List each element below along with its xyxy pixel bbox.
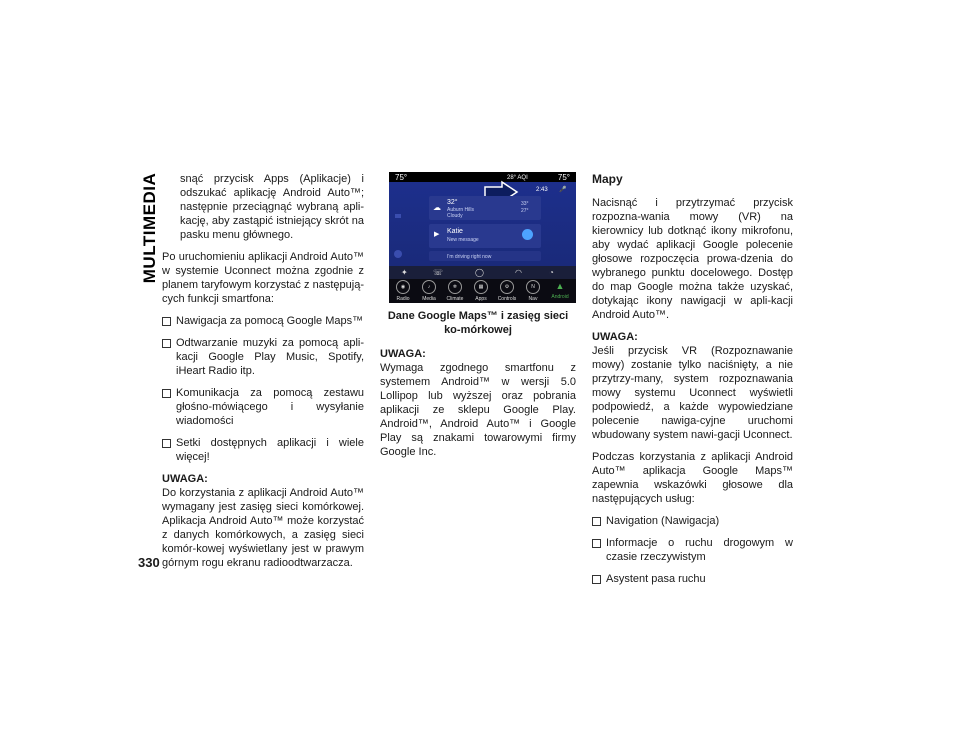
weather-card[interactable] bbox=[429, 196, 541, 220]
apps-icon: ▦ bbox=[474, 280, 488, 294]
list-item: Odtwarzanie muzyki za pomocą apli-kacji Google Play Music, Spotify, iHeart Radio itp. bbox=[162, 336, 364, 378]
home-icon[interactable]: ◯ bbox=[475, 268, 484, 277]
temp-left: 75° bbox=[395, 173, 408, 182]
controls-button[interactable]: ⚙ Controls bbox=[496, 280, 518, 303]
temp-center: 28° AQI bbox=[507, 175, 528, 181]
android-nav-row bbox=[389, 266, 576, 279]
section-side-tab bbox=[138, 170, 162, 285]
note-heading: UWAGA: bbox=[162, 473, 208, 485]
note-heading: UWAGA: bbox=[380, 348, 426, 360]
clock: 2:43 bbox=[536, 187, 548, 193]
phone-icon[interactable]: ☏ bbox=[433, 268, 444, 277]
controls-icon: ⚙ bbox=[500, 280, 514, 294]
climate-icon: ❄ bbox=[448, 280, 462, 294]
intro-text: snąć przycisk Apps (Aplikacje) i odszukać aplikację Android Auto™; następnie przeciągnąć wybraną apli-kację, aby zastąpić istniejący skrót na pasku menu głównego. bbox=[180, 173, 364, 241]
radio-icon: ◉ bbox=[396, 280, 410, 294]
section-title: MULTIMEDIA bbox=[140, 172, 160, 283]
reply-card[interactable] bbox=[429, 251, 541, 261]
note-text: Do korzystania z aplikacji Android Auto™ wymagany jest zasięg sieci komórkowej. Aplikacja Android Auto™ może korzystać z danych komórkowych, a zasięg sieci komór-kowej wyświetlany jest w prawym górnym rogu ekranu radioodtwarzacza. bbox=[162, 487, 364, 569]
list-item: Setki dostępnych aplikacji i wiele więcej! bbox=[162, 436, 364, 464]
checkbox-bullet-icon bbox=[592, 517, 601, 526]
section-heading: Mapy bbox=[592, 172, 623, 186]
weather-temp: 32° bbox=[447, 199, 458, 206]
maps-text: Nacisnąć i przytrzymać przycisk rozpozna-wania mowy (VR) na kierownicy lub dotknąć ikony mikrofonu, aby wydać aplikacji Google polecenie głosowe rozpoczęcia prowa-dzenia do wybranego punktu docelowego. Dostęp do map Google można także uzyskać, dotykając ikony nawigacji w apli-kacji Android Auto™. bbox=[592, 197, 793, 321]
nav-icon[interactable]: ✦ bbox=[401, 268, 408, 277]
microphone-icon[interactable]: 🎤 bbox=[559, 187, 567, 193]
checkbox-bullet-icon bbox=[162, 339, 171, 348]
message-card[interactable] bbox=[429, 224, 541, 248]
cloud-icon: ☁ bbox=[433, 203, 441, 212]
weather-condition: Cloudy bbox=[447, 213, 463, 219]
uconnect-bottom-bar bbox=[389, 279, 576, 303]
list-item: Asystent pasa ruchu bbox=[592, 572, 793, 586]
column-1 bbox=[162, 172, 364, 578]
column-3 bbox=[592, 172, 793, 594]
list-item: Nawigacja za pomocą Google Maps™ bbox=[162, 314, 364, 328]
weather-high: 33° bbox=[521, 201, 529, 207]
media-button[interactable]: ♪ Media bbox=[418, 280, 440, 303]
weather-low: 27° bbox=[521, 208, 529, 214]
play-icon: ▶ bbox=[434, 231, 440, 238]
compass-icon: N bbox=[526, 280, 540, 294]
page-number: 330 bbox=[138, 555, 160, 570]
list-item: Komunikacja za pomocą zestawu głośno-mówiącego i wysyłanie wiadomości bbox=[162, 386, 364, 428]
checkbox-bullet-icon bbox=[162, 389, 171, 398]
reply-text: I'm driving right now bbox=[447, 254, 492, 260]
checkbox-bullet-icon bbox=[592, 539, 601, 548]
temp-right: 75° bbox=[557, 173, 570, 182]
media-icon: ♪ bbox=[422, 280, 436, 294]
headphones-icon[interactable]: ◠ bbox=[515, 268, 522, 277]
message-name: Katie bbox=[447, 228, 463, 235]
figure-caption: Dane Google Maps™ i zasięg sieci ko-mórkowej bbox=[387, 310, 569, 336]
weather-location: Auburn Hills bbox=[447, 207, 474, 213]
column-2 bbox=[380, 172, 576, 467]
checkbox-bullet-icon bbox=[162, 439, 171, 448]
checkbox-bullet-icon bbox=[592, 575, 601, 584]
android-auto-icon: ▲ bbox=[555, 281, 565, 291]
radio-button[interactable]: ◉ Radio bbox=[392, 280, 414, 303]
android-auto-screenshot bbox=[389, 172, 576, 303]
features-intro: Po uruchomieniu aplikacji Android Auto™ w systemie Uconnect można zgodnie z planem taryfowym korzystać z następują-cych funkcji smartfona: bbox=[162, 251, 364, 305]
android-auto-button[interactable]: ▲ Android bbox=[551, 281, 569, 300]
nav-button[interactable]: N Nav bbox=[522, 280, 544, 303]
message-subtitle: New message bbox=[447, 237, 479, 243]
contact-avatar bbox=[522, 229, 533, 240]
list-item: Informacje o ruchu drogowym w czasie rzeczywistym bbox=[592, 536, 793, 564]
list-item: Navigation (Nawigacja) bbox=[592, 514, 793, 528]
apps-button[interactable]: ▦ Apps bbox=[470, 280, 492, 303]
note-text: Jeśli przycisk VR (Rozpoznawanie mowy) zostanie tylko naciśnięty, a nie przytrzy-many, system rozpoznawania mowy systemu Uconnect wyświetli podpowiedź, a każde wypowiedziane polecenie nawiga-cyjne uruchomi wbudowany system nawi-gacji Uconnect. bbox=[592, 345, 793, 441]
climate-button[interactable]: ❄ Climate bbox=[444, 280, 466, 303]
bell-icon[interactable]: ◔ bbox=[549, 268, 554, 277]
note-text: Wymaga zgodnego smartfonu z systemem Android™ w wersji 5.0 Lollipop lub wyższej oraz pobrania aplikacji ze sklepu Google Play. Android™, Android Auto™ i Google Play są znakami towarowymi firmy Google Inc. bbox=[380, 362, 576, 458]
checkbox-bullet-icon bbox=[162, 317, 171, 326]
services-intro: Podczas korzystania z aplikacji Android Auto™ aplikacja Google Maps™ zapewnia wskazówki głosowe dla następujących usług: bbox=[592, 451, 793, 505]
note-heading: UWAGA: bbox=[592, 331, 638, 343]
